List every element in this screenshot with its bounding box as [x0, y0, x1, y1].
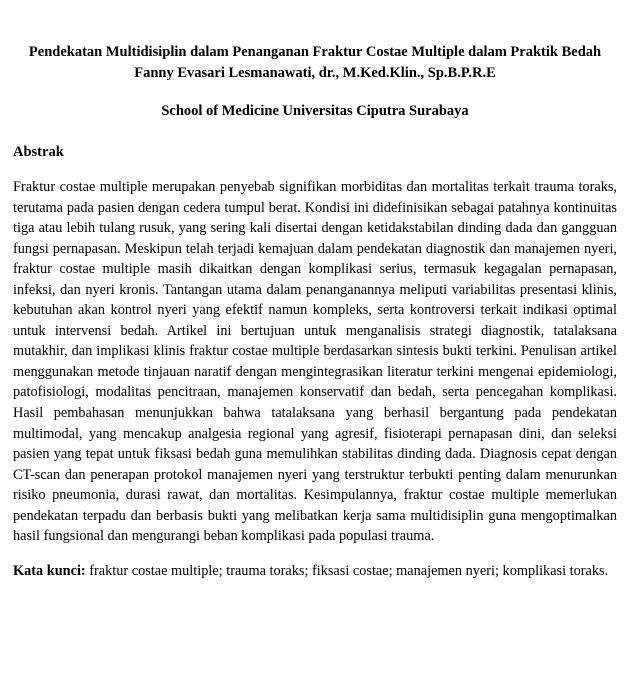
paper-title: Pendekatan Multidisiplin dalam Penanganan Fraktur Costae Multiple dalam Praktik Bedah: [28, 44, 602, 60]
author-line: Fanny Evasari Lesmanawati, dr., M.Ked.Klin., Sp.B.P.R.E: [134, 65, 496, 81]
abstract-text: Fraktur costae multiple merupakan penyebab signifikan morbiditas dan mortalitas terkait trauma toraks, terutama pada pasien dengan cedera tumpul berat. Kondisi ini didefinisikan sebagai patahnya kontinuitas tiga atau lebih tulang rusuk, yang sering kali disertai dengan ketidakstabilan dinding dada dan gangguan fungsi pernapasan. Meskipun telah terjadi kemajuan dalam pendekatan diagnostik dan manajemen nyeri, fraktur costae multiple masih dikaitkan dengan komplikasi serius, termasuk kegagalan pernapasan, infeksi, dan nyeri kronis. Tantangan utama dalam penanganannya meliputi variabilitas presentasi klinis, kebutuhan akan kontrol nyeri yang efektif namun kompleks, serta kontroversi terkait indikasi optimal untuk intervensi bedah. Artikel ini bertujuan untuk menganalisis strategi diagnostik, tatalaksana mutakhir, dan implikasi klinis fraktur costae multiple berdasarkan sintesis bukti terkini. Penulisan artikel menggunakan metode tinjauan naratif dengan mengintegrasikan literatur terkini mengenai epidemiologi, patofisiologi, modalitas pencitraan, manajemen konservatif dan bedah, serta pencegahan komplikasi. Hasil pembahasan menunjukkan bahwa tatalaksana yang berhasil bergantung pada pendekatan multimodal, yang mencakup analgesia regional yang agresif, fisioterapi pernapasan dini, dan seleksi pasien yang tepat untuk fiksasi bedah guna memulihkan stabilitas dinding dada. Diagnosis cepat dengan CT-scan dan penerapan protokol manajemen nyeri yang terstruktur terbukti penting dalam menurunkan risiko pneumonia, durasi rawat, dan mortalitas. Kesimpulannya, fraktur costae multiple memerlukan pendekatan terpadu dan berbasis bukti yang melibatkan kerja sama multidisiplin guna mengoptimalkan hasil fungsional dan mengurangi beban komplikasi pada populasi trauma.: [13, 179, 617, 545]
affiliation: School of Medicine Universitas Ciputra Surabaya: [161, 103, 469, 119]
keywords-paragraph: [13, 561, 617, 582]
keywords-label: Kata kunci:: [13, 562, 86, 579]
keywords-text: fraktur costae multiple; trauma toraks; fiksasi costae; manajemen nyeri; komplikasi toraks.: [89, 562, 609, 579]
abstract-heading: Abstrak: [13, 144, 64, 160]
